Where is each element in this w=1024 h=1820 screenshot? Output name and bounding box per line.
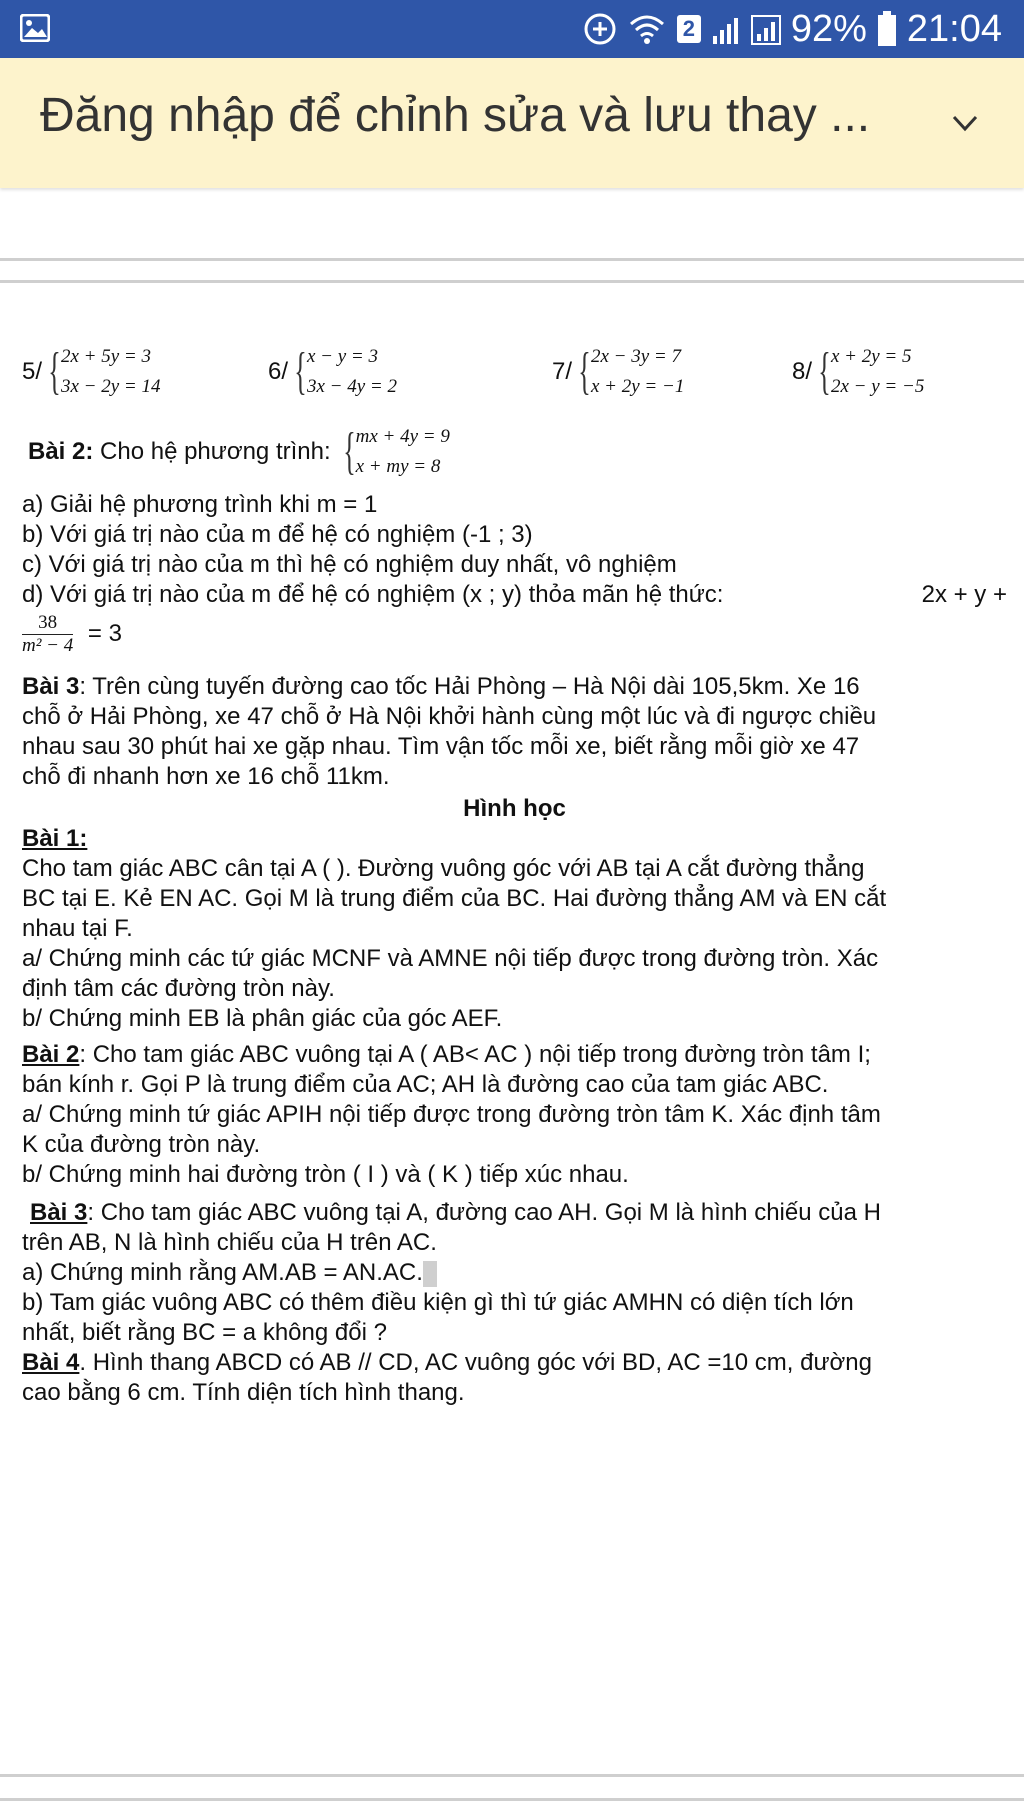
hh-bai2-line-5: b/ Chứng minh hai đường tròn ( I ) và ( K ) tiếp xúc nhau. (22, 1161, 629, 1188)
hh-bai3-line-2: trên AB, N là hình chiếu của H trên AC. (22, 1229, 437, 1256)
brace: { (342, 423, 356, 480)
system-label: 7/ (552, 358, 573, 385)
status-bar (0, 0, 1024, 58)
system-label: 5/ (22, 358, 43, 385)
clock: 21:04 (906, 7, 1002, 50)
bai2-heading (28, 422, 450, 482)
brace: { (578, 343, 591, 400)
system-6 (268, 342, 397, 402)
fraction-equals: = 3 (87, 619, 122, 647)
system-8 (792, 342, 924, 402)
hh-bai4-line-1: Bài 4. Hình thang ABCD có AB // CD, AC vuông góc với BD, AC =10 cm, đường (22, 1349, 872, 1376)
fraction: $\frac{38}{\text{m² − 4}}$ (22, 612, 74, 656)
system-equations: x + 2y = 5 2x − y = −5 (830, 346, 925, 397)
hh-bai1-line-1: Cho tam giác ABC cân tại A ( ). Đường vuông góc với AB tại A cắt đường thẳng (22, 855, 865, 882)
bai2-system: mx + 4y = 9 x + my = 8 (355, 426, 450, 477)
bai2-d-tail: 2x + y + (921, 581, 1007, 608)
divider-bottom-1 (0, 1774, 1024, 1777)
bai2-a: a) Giải hệ phương trình khi m = 1 (22, 491, 378, 518)
hh-bai1-line-2: BC tại E. Kẻ EN AC. Gọi M là trung điểm của BC. Hai đường thẳng AM và EN cắt (22, 885, 887, 912)
bai3-line-3: nhau sau 30 phút hai xe gặp nhau. Tìm vận tốc mỗi xe, biết rằng mỗi giờ xe 47 (22, 733, 860, 760)
divider-top-2 (0, 280, 1024, 283)
hh-bai2-line-1: Bài 2: Cho tam giác ABC vuông tại A ( AB< AC ) nội tiếp trong đường tròn tâm I; (22, 1041, 871, 1068)
battery-icon (877, 11, 897, 47)
system-5 (22, 342, 161, 402)
hh-bai2-line-2: bán kính r. Gọi P là trung điểm của AC; AH là đường cao của tam giác ABC. (22, 1071, 829, 1098)
gallery-notification-icon (20, 14, 50, 42)
hh-bai1-line-3: nhau tại F. (22, 915, 133, 942)
system-equations: 2x − 3y = 7 x + 2y = −1 (590, 346, 685, 397)
hh-bai3-line-1: Bài 3: Cho tam giác ABC vuông tại A, đường cao AH. Gọi M là hình chiếu của H (30, 1199, 881, 1226)
hh-bai3-line-4: b) Tam giác vuông ABC có thêm điều kiện gì thì tứ giác AMHN có diện tích lớn (22, 1289, 854, 1316)
bai2-d: d) Với giá trị nào của m để hệ có nghiệm (x ; y) thỏa mãn hệ thức: (22, 581, 724, 608)
signal-icon (711, 12, 741, 46)
hh-bai1-line-4: a/ Chứng minh các tứ giác MCNF và AMNE nội tiếp được trong đường tròn. Xác (22, 945, 879, 972)
bai2-c: c) Với giá trị nào của m thì hệ có nghiệm duy nhất, vô nghiệm (22, 551, 677, 578)
hh-bai2-line-4: K của đường tròn này. (22, 1131, 261, 1158)
section-heading: Hình học (463, 795, 566, 822)
system-label: 6/ (268, 358, 289, 385)
divider-bottom-2 (0, 1798, 1024, 1801)
hh-bai1-line-6: b/ Chứng minh EB là phân giác của góc AEF. (22, 1005, 503, 1032)
text-cursor (423, 1261, 437, 1287)
divider-top-1 (0, 258, 1024, 261)
bai2-b: b) Với giá trị nào của m để hệ có nghiệm (-1 ; 3) (22, 521, 533, 548)
hh-bai1-line-5: định tâm các đường tròn này. (22, 975, 335, 1002)
bai2-text: Cho hệ phương trình: (93, 438, 331, 465)
sim-badge: 2 (677, 15, 701, 43)
bai3-line-1: Bài 3: Trên cùng tuyến đường cao tốc Hải Phòng – Hà Nội dài 105,5km. Xe 16 (22, 673, 860, 700)
brace: { (818, 343, 831, 400)
brace: { (48, 343, 61, 400)
bai3-line-2: chỗ ở Hải Phòng, xe 47 chỗ ở Hà Nội khởi hành cùng một lúc và đi ngược chiều (22, 703, 877, 730)
chevron-down-icon[interactable] (950, 108, 980, 138)
hh-bai3-line-5: nhất, biết rằng BC = a không đổi ? (22, 1319, 387, 1346)
hh-bai4-line-2: cao bằng 6 cm. Tính diện tích hình thang. (22, 1379, 465, 1406)
bai2-title: Bài 2: (28, 438, 94, 465)
system-label: 8/ (792, 358, 813, 385)
system-equations: 2x + 5y = 3 3x − 2y = 14 (60, 346, 161, 397)
system-7 (552, 342, 684, 402)
hh-bai2-line-3: a/ Chứng minh tứ giác APIH nội tiếp được trong đường tròn tâm K. Xác định tâm (22, 1101, 881, 1128)
sign-in-banner[interactable] (0, 58, 1024, 188)
bai2-fraction-line (22, 612, 122, 657)
battery-percent: 92% (790, 7, 867, 50)
bai3-line-4: chỗ đi nhanh hơn xe 16 chỗ 11km. (22, 763, 390, 790)
banner-text: Đăng nhập để chỉnh sửa và lưu thay ... (40, 89, 871, 142)
hh-bai1-title: Bài 1: (22, 825, 88, 852)
data-saver-icon (583, 12, 617, 46)
system-equations: x − y = 3 3x − 4y = 2 (306, 346, 397, 397)
hh-bai3-line-3: a) Chứng minh rằng AM.AB = AN.AC. (22, 1258, 437, 1288)
signal-2-icon (751, 12, 781, 46)
brace: { (294, 343, 307, 400)
wifi-icon (627, 12, 667, 46)
